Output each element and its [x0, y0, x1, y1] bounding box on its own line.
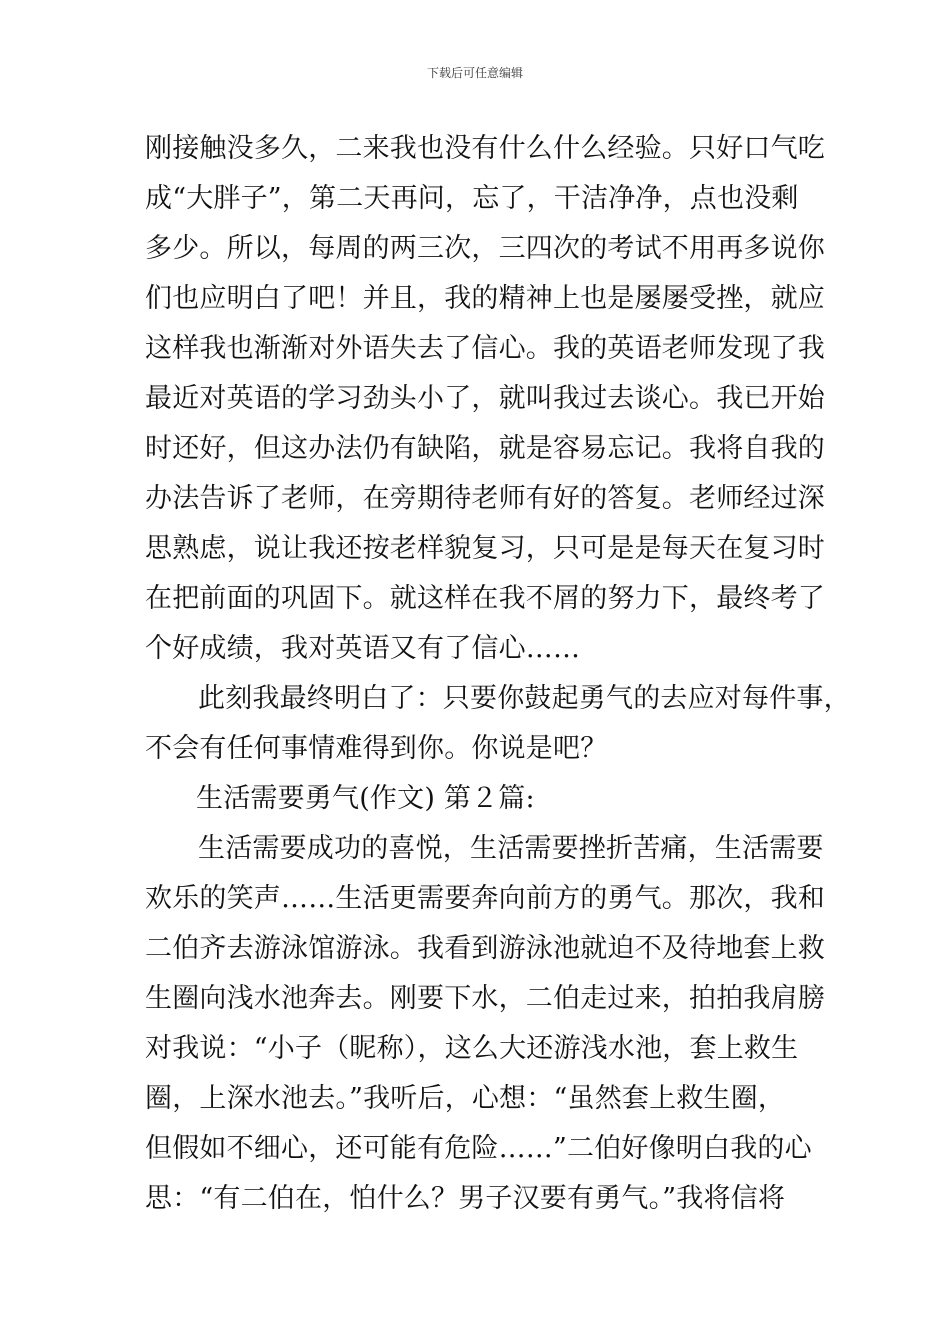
- text-line: 成“大胖子”，第二天再问，忘了，干洁净净，点也没剩: [145, 183, 799, 214]
- text-line: 圈，上深水池去。”我听后，心想：“虽然套上救生圈，: [145, 1083, 786, 1114]
- text-line: 生圈向浅水池奔去。刚要下水，二伯走过来，拍拍我肩膀: [145, 983, 825, 1014]
- text-line: 生活需要成功的喜悦，生活需要挫折苦痛，生活需要: [198, 833, 824, 864]
- page-header: 下载后可任意编辑: [426, 66, 523, 80]
- text-line: 思：“有二伯在，怕什么？男子汉要有勇气。”我将信将: [145, 1183, 786, 1214]
- text-line: 刚接触没多久，二来我也没有什么什么经验。只好口气吃: [145, 133, 825, 164]
- text-line: 们也应明白了吧！并且，我的精神上也是屡屡受挫，就应: [145, 283, 825, 314]
- text-line: 时还好，但这办法仍有缺陷，就是容易忘记。我将自我的: [145, 433, 825, 464]
- text-line: 在把前面的巩固下。就这样在我不屑的努力下，最终考了: [145, 583, 825, 614]
- text-line: 多少。所以，每周的两三次，三四次的考试不用再多说你: [145, 233, 825, 264]
- text-line: 欢乐的笑声……生活更需要奔向前方的勇气。那次，我和: [145, 883, 825, 914]
- text-line: 最近对英语的学习劲头小了，就叫我过去谈心。我已开始: [145, 383, 825, 414]
- text-line: 但假如不细心，还可能有危险……”二伯好像明白我的心: [145, 1133, 812, 1164]
- text-line: 办法告诉了老师，在旁期待老师有好的答复。老师经过深: [145, 483, 825, 514]
- text-line: 这样我也渐渐对外语失去了信心。我的英语老师发现了我: [145, 333, 825, 364]
- text-line: 二伯齐去游泳馆游泳。我看到游泳池就迫不及待地套上救: [145, 933, 825, 964]
- text-line: 思熟虑，说让我还按老样貌复习，只可是是每天在复习时: [145, 533, 825, 564]
- text-line: 对我说：“小子（昵称），这么大还游浅水池，套上救生: [145, 1033, 799, 1064]
- text-line: 个好成绩，我对英语又有了信心……: [145, 633, 581, 664]
- text-line: 不会有任何事情难得到你。你说是吧？: [145, 733, 608, 764]
- text-line: 此刻我最终明白了：只要你鼓起勇气的去应对每件事，: [198, 683, 851, 714]
- article-heading: 生活需要勇气(作文) 第２篇:: [196, 783, 535, 814]
